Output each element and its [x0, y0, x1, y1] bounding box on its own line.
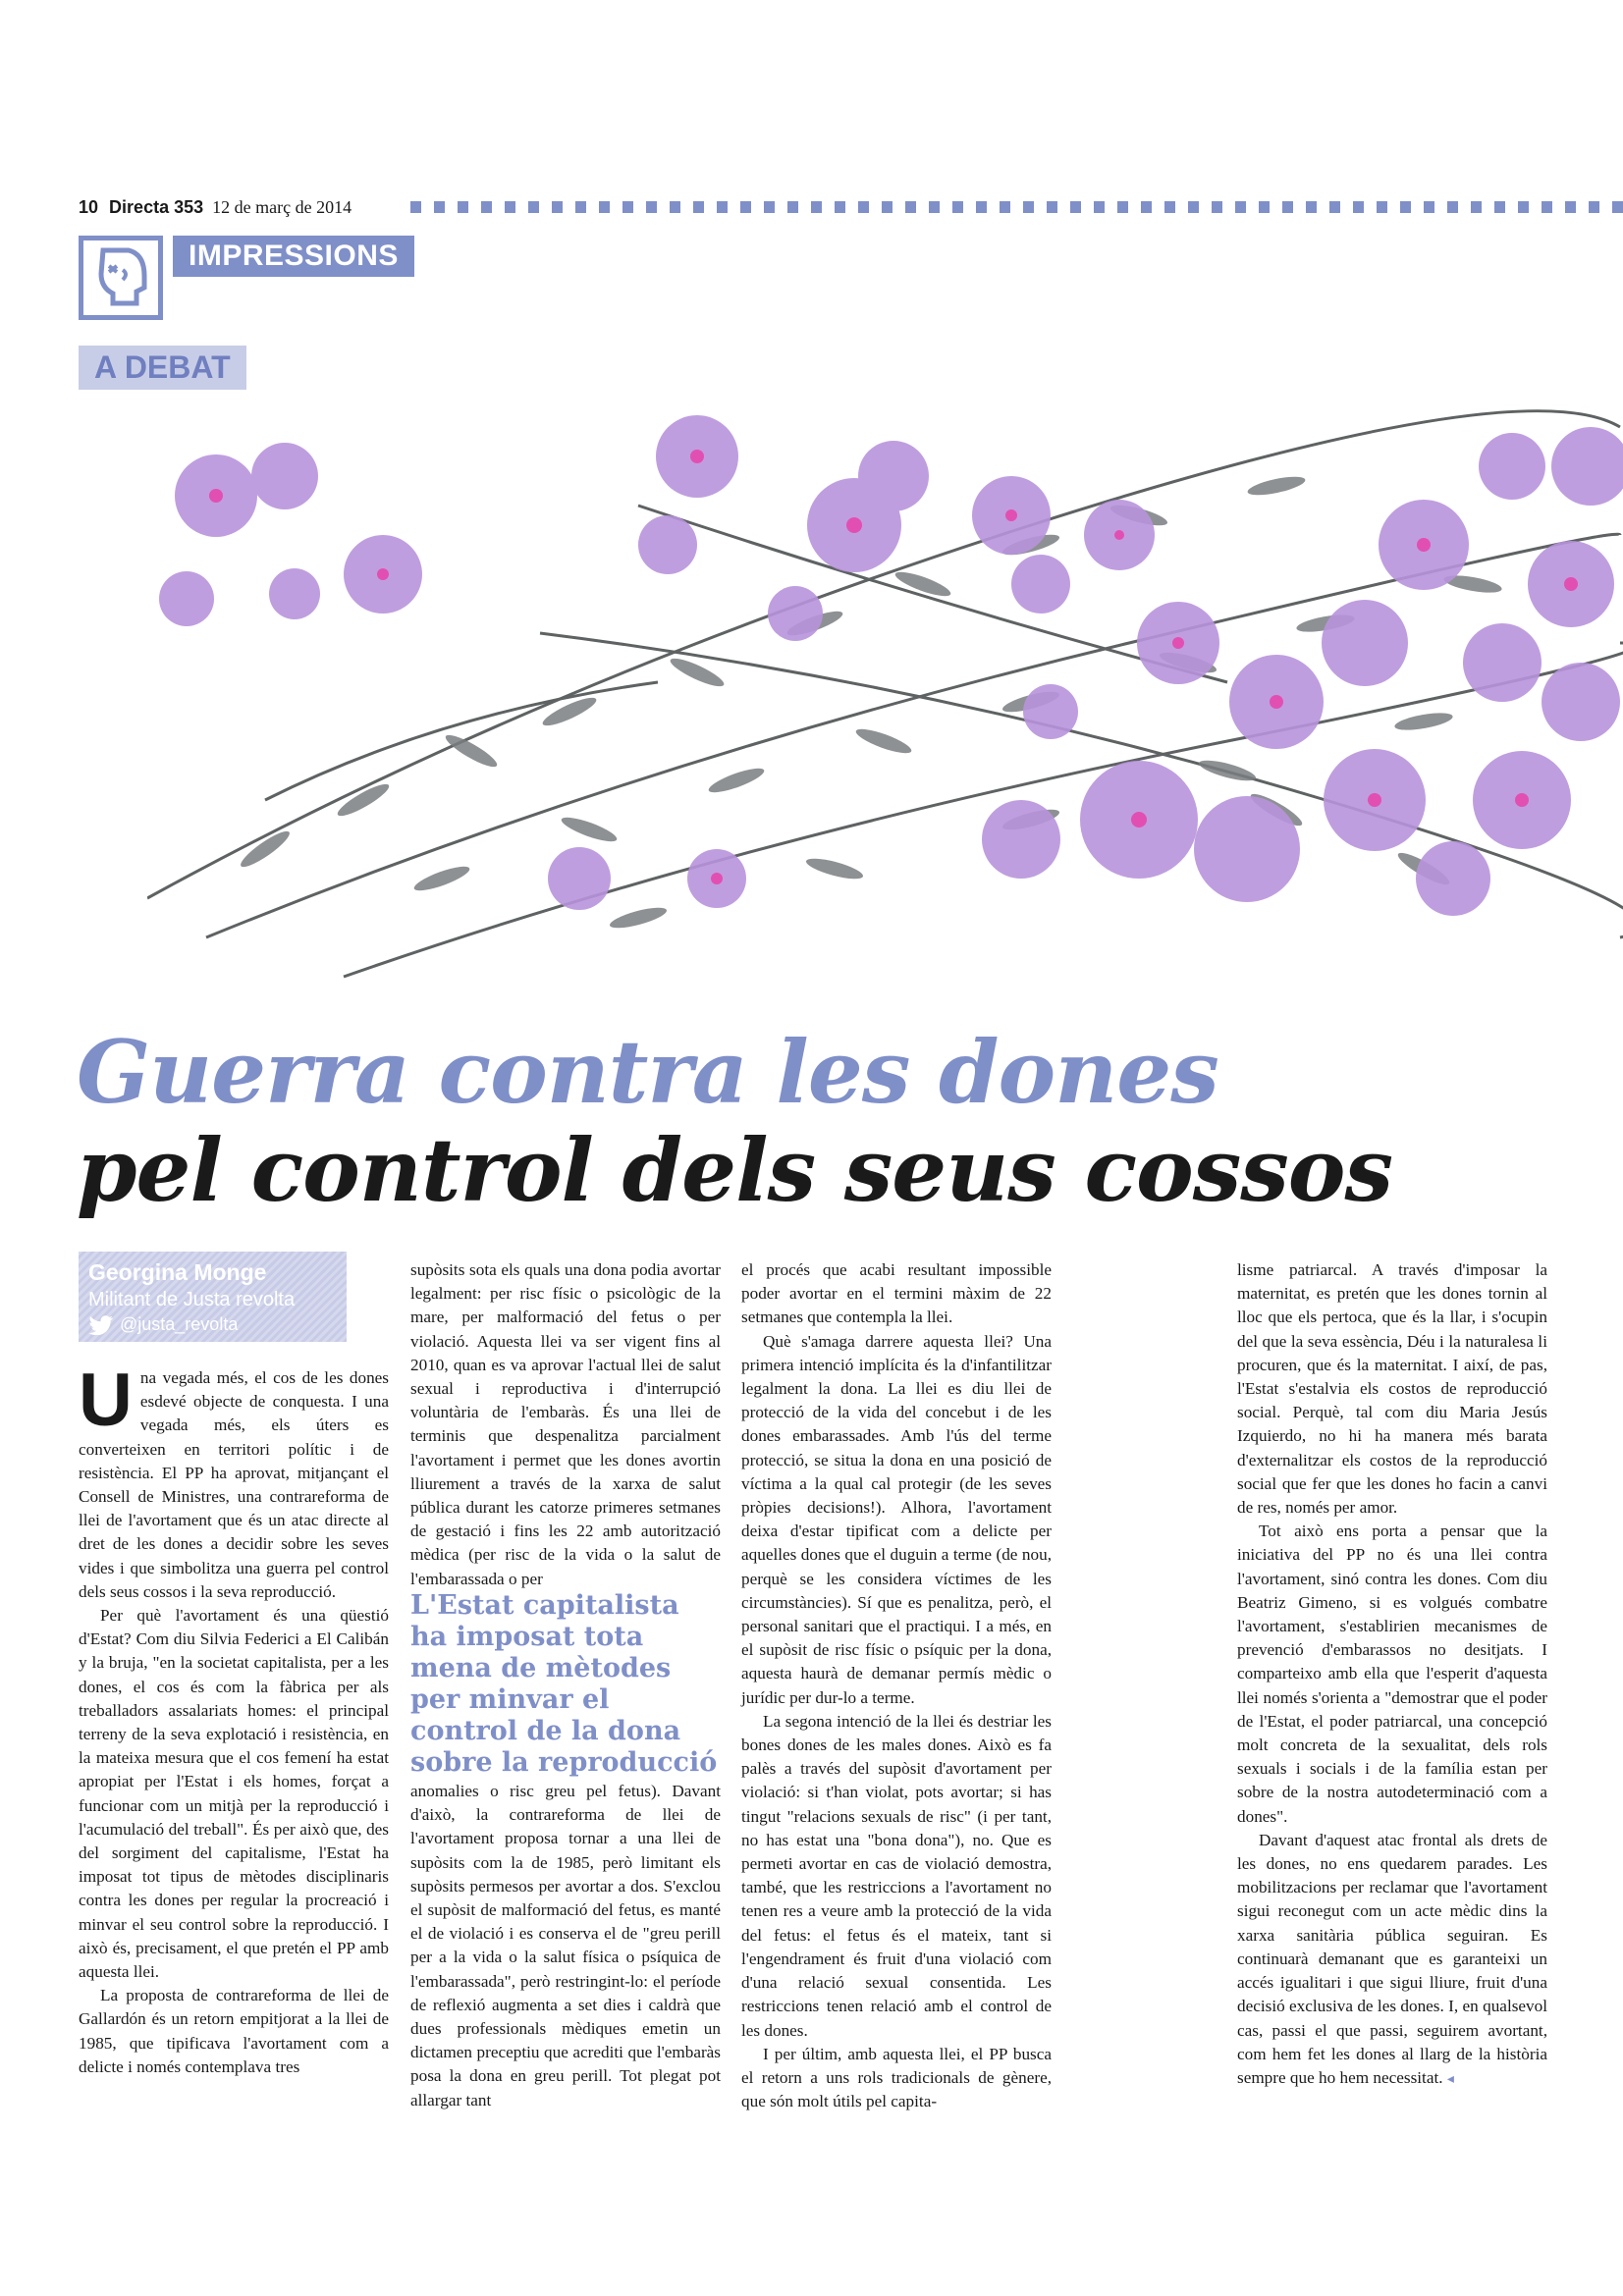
section-label: IMPRESSIONS [173, 236, 414, 277]
author-name: Georgina Monge [88, 1259, 267, 1285]
publication-name: Directa 353 [109, 197, 204, 217]
author-role: Militant de Justa revolta [88, 1289, 296, 1310]
paragraph: Què s'amaga darrere aquesta llei? Una primera intenció implícita és la d'infantilitzar legalment la dona. La llei es diu llei de protecció de la vida del concebut i de les dones embarassades. Amb l'ús del terme protecció, se situa la dona en una posició de víctima a la qual cal protegir (de les seves pròpies decisions!). Alhora, l'avortament deixa d'estar tipificat com a delicte per aquelles dones que el duguin a terme (de nou, perquè se les considera víctimes de les circumstàncies). Sí que es penalitza, però, el personal sanitari que el practiqui. I a més, en el supòsit de risc físic o psíquic per la dona, aquesta haurà de demanar permís mèdic o jurídic per dur-lo a terme. [741, 1331, 1052, 1707]
paragraph-text: na vegada més, el cos de les dones esdevé objecte de conquesta. I una vegada més, els úters es converteixen en territori polític i de resistència. El PP ha aprovat, mitjançant el Consell de Ministres, una contrareforma de llei de l'avortament que és un atac directe al dret de les dones a decidir sobre les seves vides i que simbolitza una guerra pel control dels seus cossos i la seva reproducció. [79, 1368, 389, 1601]
author-twitter[interactable] [88, 1314, 238, 1335]
article-column-2-bottom [410, 1780, 721, 2112]
paragraph: el procés que acabi resultant impossible poder avortar en el termini màxim de 22 setmanes que contempla la llei. [741, 1260, 1052, 1327]
author-handle: @justa_revolta [120, 1314, 239, 1334]
face-profile-icon [79, 236, 163, 320]
paragraph [79, 1359, 389, 1604]
paragraph-text: Davant d'aquest atac frontal als drets de les dones, no ens quedarem parades. Les mobilitzacions per reclamar que l'avortament sigui reconegut com un acte mèdic dins la xarxa sanitària pública seguiran. Es continuarà demanant que es garanteixi un accés igualitari i que sigui lliure, fruit d'una decisió exclusiva de les dones. I, en qualsevol cas, passi el que passi, seguirem avortant, com hem fet les dones al llarg de la història sempre que ho hem necessitat. [1237, 1830, 1547, 2087]
article-column-4 [1237, 1258, 1547, 2092]
paragraph: Per què l'avortament és una qüestió d'Estat? Com diu Silvia Federici a El Calibán y la bruja, "en la societat capitalista, per a les dones, el cos és com la fàbrica per als treballadors assalariats homes: el principal terreny de la seva explotació i resistència, en la mateixa mesura que el cos femení ha estat apropiat per l'Estat i els homes, forçat a funcionar com un mitjà per la reproducció i l'acumulació del treball". És per això que, des del sorgiment del capitalisme, l'Estat ha imposat tot tipus de mètodes disciplinaris contra les dones per regular la procreació i minvar el seu control sobre la reproducció. I això és, precisament, el que pretén el PP amb aquesta llei. [79, 1606, 389, 1982]
twitter-icon [88, 1315, 114, 1335]
article-column-2-top [410, 1258, 721, 1591]
page-number: 10 [79, 197, 99, 217]
headline-line-2: pel control dels seus cossos [77, 1119, 1393, 1221]
paragraph: supòsits sota els quals una dona podia avortar legalment: per risc físic o psicològic de la mare, per malformació del fetus o per violació. Aquesta llei va ser vigent fins al 2010, quan es va aprovar l'actual llei de salut sexual i reproductiva i d'interrupció voluntària de l'embaràs. És una llei de terminis que despenalitza parcialment l'avortament i permet que les dones avortin lliurement a través de la xarxa de salut pública durant les catorze primeres setmanes de gestació i fins les 22 amb autorització mèdica (per risc de la vida o la salut de l'embarassada o per [410, 1260, 721, 1588]
paragraph: lisme patriarcal. A través d'imposar la maternitat, es pretén que les dones tornin al lloc que els pertoca, que és la llar, i s'ocupin del que la seva essència, Déu i la naturalesa li procuren, que és la maternitat. I així, de pas, l'Estat s'estalvia els costos de reproducció social. Perquè, tal com diu Maria Jesús Izquierdo, no hi ha manera més barata d'externalitzar els costos de la reproducció social que fer que les dones ho facin a canvi de res, només per amor. [1237, 1260, 1547, 1518]
paragraph: La segona intenció de la llei és destriar les bones dones de les males dones. Això es fa palès a través del supòsit d'avortament per violació: si t'han violat, pots avortar; si has tingut "relacions sexuals de risc" (i per tant, no has estat una "bona dona"), no. Que es permeti avortar en cas de violació demostra, també, que les restriccions a l'avortament no tenen res a veure amb la protecció de la vida del fetus: el fetus és el mateix, tant si l'engendrament és fruit d'una violació com d'una relació sexual consentida. Les restriccions tenen relació amb el control de les dones. [741, 1711, 1052, 2040]
paragraph: La proposta de contrareforma de llei de Gallardón és un retorn empitjorat a la llei de 1985, que tipificava l'avortament com a delicte i només contemplava tres [79, 1986, 389, 2076]
headline-line-1: Guerra contra les dones [77, 1021, 1218, 1123]
paragraph: Tot això ens porta a pensar que la iniciativa del PP no és una llei contra l'avortament, sinó contra les dones. Com diu Beatriz Gimeno, si es volgués combatre l'avortament, s'establirien mecanismes de prevenció d'embarassos no desitjats. I comparteixo amb ella que l'esperit d'aquesta llei només s'orienta a "demostrar que el poder de l'Estat, el poder patriarcal, una concepció molt concreta de la sexualitat, dels rols sexuals i socials i de la família estan per sobre de la nostra autodeterminació com a dones". [1237, 1522, 1547, 1826]
pull-quote: L'Estat capitalista ha imposat tota mena de mètodes per minvar el control de la dona sobre la reproducció [410, 1590, 718, 1778]
subsection-label: A DEBAT [79, 346, 246, 390]
issue-date: 12 de març de 2014 [212, 197, 352, 217]
author-box [79, 1252, 347, 1342]
paragraph [1237, 1829, 1547, 2092]
paragraph: anomalies o risc greu pel fetus). Davant d'això, la contrareforma de llei de l'avortament proposa tornar a una llei de supòsits com la de 1985, però limitant els supòsits permesos per avortar a dos. S'exclou el supòsit de malformació del fetus, es manté el de violació i es conserva el de "greu perill per a la vida o la salut física o psíquica de l'embarassada", però restringint-lo: el període de reflexió augmenta a set dies i caldrà que dues professionals mèdiques emetin un dictamen preceptiu que acrediti que l'embaràs posa la dona en greu perill. Tot plegat pot allargar tant [410, 1782, 721, 2109]
end-mark-icon: ◂ [1446, 2071, 1454, 2087]
paragraph: I per últim, amb aquesta llei, el PP busca el retorn a uns rols tradicionals de gènere, que són molt útils pel capita- [741, 2044, 1052, 2111]
header-dotted-rule [410, 201, 1623, 213]
flowers-illustration [147, 388, 1623, 982]
page-folio [79, 197, 352, 218]
article-column-3 [741, 1258, 1052, 2113]
article-column-1 [79, 1359, 389, 2079]
drop-cap: U [79, 1359, 133, 1442]
